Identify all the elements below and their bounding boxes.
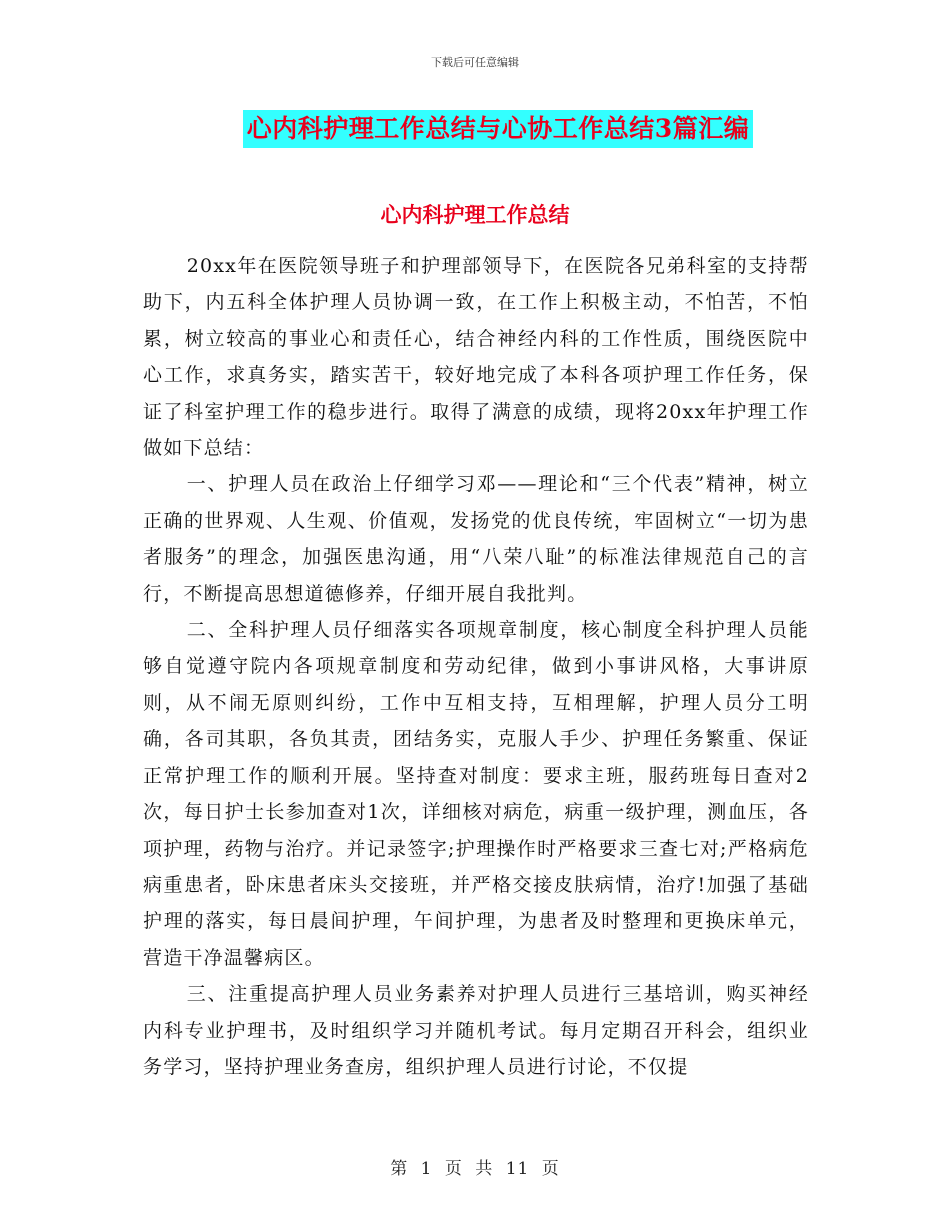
body-text xyxy=(143,248,809,1085)
paragraph-one: 一、护理人员在政治上仔细学习邓——理论和“三个代表”精神，树立正确的世界观、人生观、价值观，发扬党的优良传统，牢固树立“一切为患者服务”的理念，加强医患沟通，用“八荣八耻”的标准法律规范自己的言行，不断提高思想道德修养，仔细开展自我批判。 xyxy=(143,473,809,605)
document-title-container xyxy=(0,110,950,148)
paragraph-two: 二、全科护理人员仔细落实各项规章制度，核心制度全科护理人员能够自觉遵守院内各项规章制度和劳动纪律，做到小事讲风格，大事讲原则，从不闹无原则纠纷，工作中互相支持，互相理解，护理人员分工明确，各司其职，各负其责，团结务实，克服人手少、护理任务繁重、保证正常护理工作的顺利开展。坚持查对制度：要求主班，服药班每日查对2次，每日护士长参加查对1次，详细核对病危，病重一级护理，测血压，各项护理，药物与治疗。并记录签字;护理操作时严格要求三查七对;严格病危病重患者，卧床患者床头交接班，并严格交接皮肤病情，治疗!加强了基础护理的落实，每日晨间护理，午间护理，为患者及时整理和更换床单元，营造干净温馨病区。 xyxy=(143,619,809,969)
header-note: 下载后可任意编辑 xyxy=(431,56,519,69)
paragraph-three: 三、注重提高护理人员业务素养对护理人员进行三基培训，购买神经内科专业护理书，及时组织学习并随机考试。每月定期召开科会，组织业务学习，坚持护理业务查房，组织护理人员进行讨论，不仅提 xyxy=(143,983,809,1078)
paragraph-intro: 20xx年在医院领导班子和护理部领导下，在医院各兄弟科室的支持帮助下，内五科全体护理人员协调一致，在工作上积极主动，不怕苦，不怕累，树立较高的事业心和责任心，结合神经内科的工作性质，围绕医院中心工作，求真务实，踏实苦干，较好地完成了本科各项护理工作任务，保证了科室护理工作的稳步进行。取得了满意的成绩，现将20xx年护理工作做如下总结： xyxy=(143,255,809,460)
page-footer: 第 1 页 共 11 页 xyxy=(390,1159,560,1179)
section-title: 心内科护理工作总结 xyxy=(380,202,570,227)
document-title: 心内科护理工作总结与心协工作总结3篇汇编 xyxy=(243,110,753,148)
